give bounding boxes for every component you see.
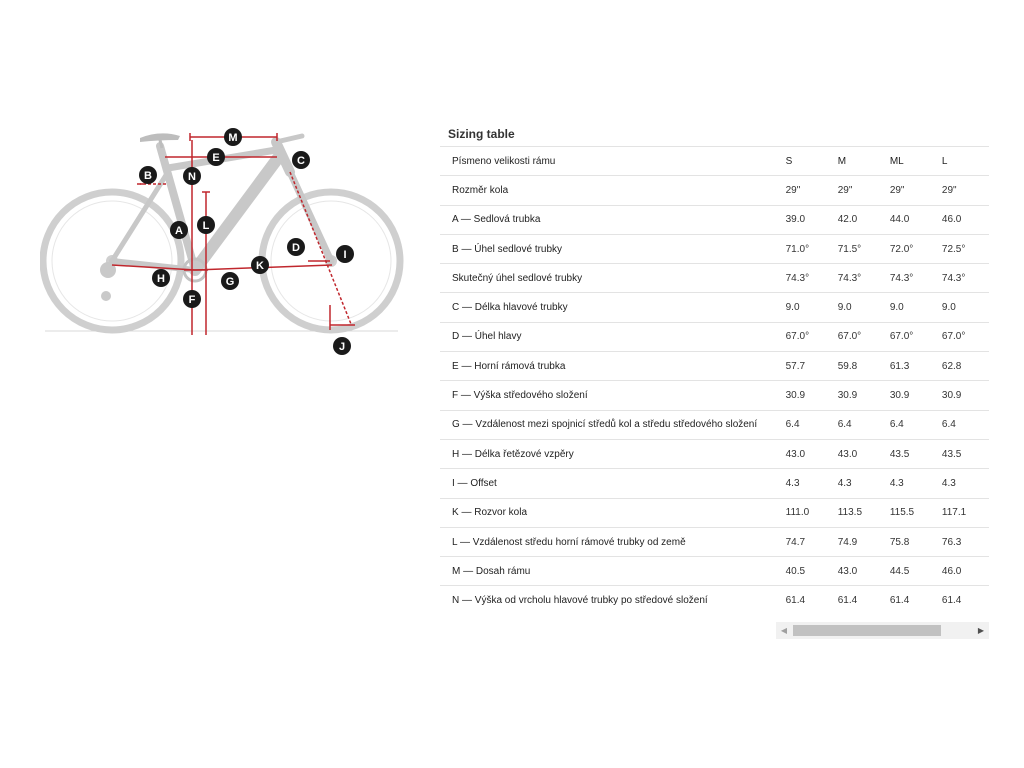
row-value: 44.5 [890,557,942,586]
table-row [440,381,989,410]
svg-text:J: J [338,341,346,353]
row-value: 30.9 [786,381,838,410]
row-value: 6.4 [786,410,838,439]
row-value: 67.0° [838,322,890,351]
label-i [336,245,354,263]
svg-text:B: B [144,170,152,182]
row-label: H — Délka řetězové vzpěry [440,439,786,468]
row-value: 4.3 [838,469,890,498]
table-row [440,322,989,351]
row-value: 61.4 [786,586,838,615]
row-value: 74.9 [838,527,890,556]
row-label: F — Výška středového složení [440,381,786,410]
row-value: 6.4 [890,410,942,439]
row-value: 43.0 [838,557,890,586]
svg-text:N: N [188,171,196,183]
row-label: I — Offset [440,469,786,498]
table-row [440,176,989,205]
label-f [183,290,201,308]
header-size-s: S [786,147,838,176]
sizing-table-section [440,126,990,615]
row-value: 6.4 [942,410,989,439]
svg-text:H: H [157,273,165,285]
table-row [440,293,989,322]
table-row [440,527,989,556]
row-label: Skutečný úhel sedlové trubky [440,264,786,293]
row-label: D — Úhel hlavy [440,322,786,351]
svg-text:K: K [256,260,264,272]
row-value: 4.3 [786,469,838,498]
scrollbar-thumb[interactable] [793,625,941,636]
saddle [140,133,180,148]
row-label: M — Dosah rámu [440,557,786,586]
row-value: 43.0 [786,439,838,468]
row-value: 46.0 [942,205,989,234]
svg-text:D: D [292,242,300,254]
table-row [440,469,989,498]
row-value: 42.0 [838,205,890,234]
row-value: 29" [838,176,890,205]
table-row [440,586,989,615]
header-frame-size-letter: Písmeno velikosti rámu [440,147,786,176]
label-c [292,151,310,169]
label-d [287,238,305,256]
row-label: C — Délka hlavové trubky [440,293,786,322]
svg-text:L: L [202,220,210,232]
row-label: K — Rozvor kola [440,498,786,527]
label-n [183,167,201,185]
arrow-left-icon[interactable]: ◀ [780,626,788,635]
row-value: 43.0 [838,439,890,468]
label-b [139,166,157,184]
bike-geometry-diagram [40,120,410,370]
row-value: 67.0° [890,322,942,351]
table-header [440,147,989,176]
table-row [440,557,989,586]
row-value: 113.5 [838,498,890,527]
row-value: 44.0 [890,205,942,234]
label-g [221,272,239,290]
row-value: 57.7 [786,352,838,381]
table-row [440,234,989,263]
header-size-m: M [838,147,890,176]
header-size-l: L [942,147,989,176]
row-value: 74.3° [890,264,942,293]
row-value: 71.5° [838,234,890,263]
label-a [170,221,188,239]
svg-text:I: I [343,249,347,261]
row-value: 9.0 [890,293,942,322]
row-value: 39.0 [786,205,838,234]
svg-text:M: M [228,132,238,144]
row-label: B — Úhel sedlové trubky [440,234,786,263]
svg-text:G: G [225,276,235,288]
row-value: 59.8 [838,352,890,381]
svg-text:C: C [297,155,305,167]
sizing-table [440,146,989,615]
row-value: 76.3 [942,527,989,556]
row-value: 72.0° [890,234,942,263]
header-row [440,147,989,176]
table-row [440,410,989,439]
row-value: 74.7 [786,527,838,556]
row-label: N — Výška od vrcholu hlavové trubky po středové složení [440,586,786,615]
row-value: 74.3° [838,264,890,293]
row-value: 9.0 [786,293,838,322]
label-l [197,216,215,234]
row-value: 117.1 [942,498,989,527]
row-value: 74.3° [786,264,838,293]
row-value: 61.4 [942,586,989,615]
arrow-right-icon[interactable]: ▶ [977,626,985,635]
table-row [440,439,989,468]
row-value: 74.3° [942,264,989,293]
row-value: 62.8 [942,352,989,381]
row-value: 71.0° [786,234,838,263]
label-m [224,128,242,146]
table-row [440,264,989,293]
row-value: 9.0 [838,293,890,322]
row-value: 4.3 [942,469,989,498]
row-value: 75.8 [890,527,942,556]
row-value: 46.0 [942,557,989,586]
row-value: 29" [890,176,942,205]
row-label: L — Vzdálenost středu horní rámové trubky od země [440,527,786,556]
row-value: 111.0 [786,498,838,527]
bike-geometry-svg [40,120,410,370]
row-value: 6.4 [838,410,890,439]
table-row [440,205,989,234]
row-value: 9.0 [942,293,989,322]
row-label: A — Sedlová trubka [440,205,786,234]
row-value: 30.9 [838,381,890,410]
row-value: 4.3 [890,469,942,498]
row-value: 61.3 [890,352,942,381]
sizing-table-title: Sizing table [448,127,515,141]
row-value: 40.5 [786,557,838,586]
table-body [440,176,989,615]
row-value: 61.4 [890,586,942,615]
row-value: 29" [942,176,989,205]
row-label: Rozměr kola [440,176,786,205]
row-value: 30.9 [942,381,989,410]
row-value: 43.5 [942,439,989,468]
svg-text:F: F [188,294,196,306]
row-value: 67.0° [942,322,989,351]
row-value: 43.5 [890,439,942,468]
row-value: 115.5 [890,498,942,527]
row-value: 30.9 [890,381,942,410]
label-j [333,337,351,355]
horizontal-scrollbar[interactable] [776,622,989,639]
label-e [207,148,225,166]
row-value: 29" [786,176,838,205]
table-row [440,352,989,381]
row-value: 72.5° [942,234,989,263]
svg-text:A: A [175,225,183,237]
label-k [251,256,269,274]
row-value: 61.4 [838,586,890,615]
label-h [152,269,170,287]
table-row [440,498,989,527]
row-value: 67.0° [786,322,838,351]
svg-text:E: E [212,152,220,164]
header-size-ml: ML [890,147,942,176]
row-label: E — Horní rámová trubka [440,352,786,381]
row-label: G — Vzdálenost mezi spojnicí středů kol a středu středového složení [440,410,786,439]
